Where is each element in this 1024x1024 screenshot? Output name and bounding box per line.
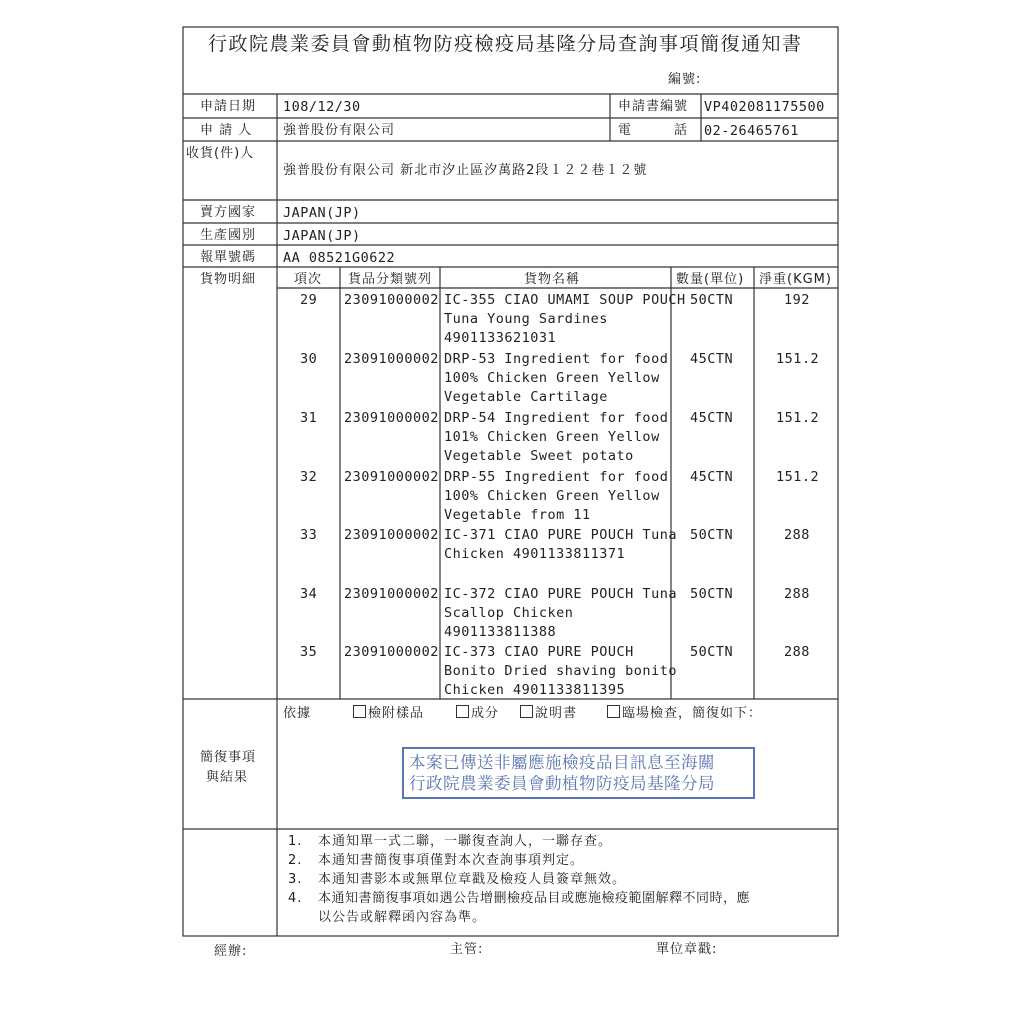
- note-number: 2.: [288, 853, 303, 868]
- note-text: 本通知單一式二聯，一聯復查詢人，一聯存查。: [318, 834, 613, 849]
- checkbox-unchecked-icon: [456, 705, 469, 718]
- goods-weight: 288: [784, 644, 810, 660]
- origin-country-label: 生產國別: [200, 228, 257, 243]
- checkbox-unchecked-icon: [607, 705, 620, 718]
- goods-qty: 45CTN: [690, 410, 734, 426]
- seller-country-label: 賣方國家: [200, 205, 257, 220]
- note-text-continued: 以公告或解釋函內容為準。: [318, 910, 487, 925]
- goods-qty: 50CTN: [690, 644, 734, 660]
- origin-country-value: JAPAN(JP): [283, 228, 361, 244]
- goods-weight: 288: [784, 527, 810, 543]
- basis-option-label: 成分: [471, 706, 500, 721]
- consignee-label: 收貨(件)人: [186, 146, 255, 161]
- official-stamp: [402, 747, 755, 799]
- goods-header-item: 項次: [294, 272, 323, 287]
- goods-header-weight: 淨重(KGM): [759, 272, 832, 287]
- basis-option-ingredients: [456, 702, 499, 721]
- goods-item: 34: [300, 586, 318, 602]
- goods-name-line: Bonito Dried shaving bonito: [444, 663, 677, 679]
- goods-weight: 151.2: [776, 410, 820, 426]
- goods-name-line: Chicken 4901133811371: [444, 546, 626, 562]
- application-date-label: 申請日期: [200, 99, 257, 114]
- goods-name-line: DRP-54 Ingredient for food: [444, 410, 669, 426]
- application-no-label: 申請書編號: [618, 99, 689, 114]
- note-text: 本通知書簡復事項如遇公告增刪檢疫品目或應施檢疫範圍解釋不同時，應: [318, 891, 751, 906]
- basis-option-label: 說明書: [535, 706, 578, 721]
- goods-weight: 288: [784, 586, 810, 602]
- note-number: 4.: [288, 891, 303, 906]
- footer-supervisor: 主管:: [450, 942, 484, 957]
- note-number: 3.: [288, 872, 303, 887]
- goods-name-line: Vegetable Sweet potato: [444, 448, 634, 464]
- goods-name-line: Vegetable Cartilage: [444, 389, 608, 405]
- goods-code: 23091000002: [344, 527, 439, 543]
- goods-name-line: 100% Chicken Green Yellow: [444, 488, 660, 504]
- goods-name-line: Tuna Young Sardines: [444, 311, 608, 327]
- consignee-value: 強普股份有限公司 新北市汐止區汐萬路2段１２２巷１２號: [283, 163, 648, 178]
- note-text: 本通知書簡復事項僅對本次查詢事項判定。: [318, 853, 585, 868]
- goods-item: 32: [300, 469, 318, 485]
- result-label-line2: 與結果: [206, 770, 249, 785]
- goods-code: 23091000002: [344, 351, 439, 367]
- application-date-value: 108/12/30: [283, 99, 361, 115]
- seller-country-value: JAPAN(JP): [283, 205, 361, 221]
- goods-qty: 50CTN: [690, 527, 734, 543]
- goods-name-line: 4901133811388: [444, 624, 557, 640]
- basis-option-label: 檢附樣品: [368, 706, 425, 721]
- goods-name-line: Chicken 4901133811395: [444, 682, 626, 698]
- serial-label: 編號:: [668, 72, 702, 87]
- goods-name-line: 4901133621031: [444, 330, 557, 346]
- declaration-no-label: 報單號碼: [200, 250, 257, 265]
- goods-name-line: IC-373 CIAO PURE POUCH: [444, 644, 634, 660]
- applicant-value: 強普股份有限公司: [283, 123, 396, 138]
- application-no-value: VP402081175500: [704, 99, 825, 115]
- goods-item: 35: [300, 644, 318, 660]
- stamp-line: 本案已傳送非屬應施檢疫品目訊息至海關: [409, 753, 715, 772]
- goods-code: 23091000002: [344, 469, 439, 485]
- goods-name-line: 101% Chicken Green Yellow: [444, 429, 660, 445]
- goods-weight: 151.2: [776, 469, 820, 485]
- checkbox-unchecked-icon: [520, 705, 533, 718]
- goods-weight: 192: [784, 292, 810, 308]
- goods-name-line: IC-355 CIAO UMAMI SOUP POUCH: [444, 292, 686, 308]
- phone-value: 02-26465761: [704, 123, 799, 139]
- goods-name-line: 100% Chicken Green Yellow: [444, 370, 660, 386]
- goods-item: 31: [300, 410, 318, 426]
- goods-item: 33: [300, 527, 318, 543]
- goods-qty: 50CTN: [690, 586, 734, 602]
- goods-item: 29: [300, 292, 318, 308]
- goods-qty: 50CTN: [690, 292, 734, 308]
- goods-code: 23091000002: [344, 292, 439, 308]
- goods-name-line: IC-371 CIAO PURE POUCH Tuna: [444, 527, 677, 543]
- applicant-label: 申 請 人: [200, 123, 253, 138]
- goods-code: 23091000002: [344, 644, 439, 660]
- goods-code: 23091000002: [344, 410, 439, 426]
- note-text: 本通知書影本或無單位章戳及檢疫人員簽章無效。: [318, 872, 627, 887]
- goods-item: 30: [300, 351, 318, 367]
- goods-header-code: 貨品分類號列: [348, 272, 433, 287]
- basis-option-label: 臨場檢查，簡復如下：: [622, 706, 763, 721]
- goods-weight: 151.2: [776, 351, 820, 367]
- document-title: 行政院農業委員會動植物防疫檢疫局基隆分局查詢事項簡復通知書: [208, 33, 803, 55]
- goods-name-line: DRP-53 Ingredient for food: [444, 351, 669, 367]
- goods-name-line: IC-372 CIAO PURE POUCH Tuna: [444, 586, 677, 602]
- basis-option-sample: [353, 702, 424, 721]
- goods-name-line: DRP-55 Ingredient for food: [444, 469, 669, 485]
- goods-detail-label: 貨物明細: [200, 272, 257, 287]
- phone-label: 電 話: [618, 123, 689, 138]
- goods-name-line: Vegetable from 11: [444, 507, 591, 523]
- goods-qty: 45CTN: [690, 351, 734, 367]
- note-number: 1.: [288, 834, 303, 849]
- declaration-no-value: AA 08521G0622: [283, 250, 396, 266]
- footer-unit-stamp: 單位章戳:: [656, 942, 718, 957]
- goods-header-qty: 數量(單位): [676, 272, 745, 287]
- goods-qty: 45CTN: [690, 469, 734, 485]
- result-label-line1: 簡復事項: [200, 750, 257, 765]
- goods-header-name: 貨物名稱: [524, 272, 581, 287]
- footer-handler: 經辦:: [214, 944, 248, 959]
- basis-label: 依據: [283, 706, 312, 721]
- checkbox-unchecked-icon: [353, 705, 366, 718]
- goods-code: 23091000002: [344, 586, 439, 602]
- basis-option-onsite: [607, 702, 762, 721]
- goods-name-line: Scallop Chicken: [444, 605, 574, 621]
- stamp-line: 行政院農業委員會動植物防疫局基隆分局: [409, 774, 715, 793]
- basis-option-manual: [520, 702, 577, 721]
